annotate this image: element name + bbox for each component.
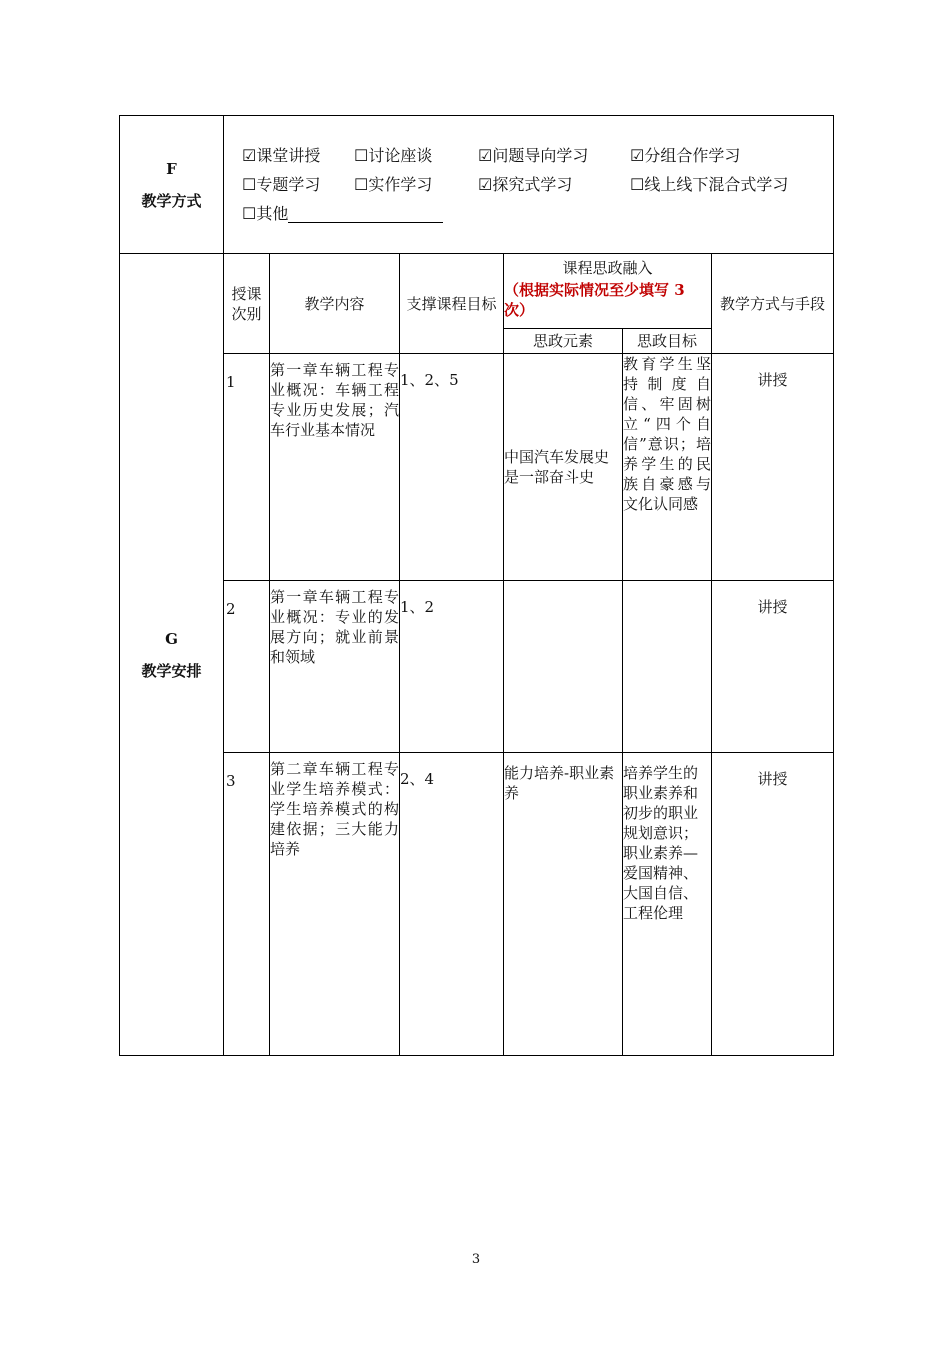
header-ideological-title: 课程思政融入 (562, 259, 653, 277)
row-method: 讲授 (712, 581, 834, 753)
header-ideo-goal: 思政目标 (623, 329, 712, 354)
section-g-letter: G (165, 629, 178, 648)
methods-row-1 (242, 141, 833, 170)
header-method: 教学方式与手段 (712, 254, 834, 354)
section-f-letter: F (166, 159, 177, 178)
row-content: 第二章车辆工程专业学生培养模式：学生培养模式的构建依据；三大能力培养 (270, 753, 400, 1056)
method-checkbox-blended[interactable]: ☐线上线下混合式学习 (630, 174, 789, 194)
method-checkbox-problem-based[interactable]: ☑问题导向学习 (478, 145, 589, 165)
row-seq: 3 (224, 753, 270, 1056)
header-ideological-note: （根据实际情况至少填写 3 次） (504, 281, 685, 319)
section-f-row (120, 116, 834, 254)
header-support: 支撑课程目标 (400, 254, 504, 354)
table-row (120, 354, 834, 581)
row-seq: 2 (224, 581, 270, 753)
other-fill-line[interactable] (288, 204, 443, 223)
section-g-name: 教学安排 (141, 661, 202, 680)
row-support: 1、2、5 (400, 354, 504, 581)
row-method: 讲授 (712, 354, 834, 581)
header-content: 教学内容 (270, 254, 400, 354)
row-method: 讲授 (712, 753, 834, 1056)
row-ideo-element: 能力培养-职业素养 (504, 753, 623, 1056)
page-number: 3 (471, 1252, 481, 1267)
row-ideo-goal: 培养学生的职业素养和初步的职业规划意识；职业素养—爱国精神、大国自信、工程伦理 (623, 753, 712, 1056)
methods-row-2 (242, 170, 833, 199)
method-checkbox-topic[interactable]: ☐专题学习 (242, 174, 321, 194)
method-checkbox-group-cooperation[interactable]: ☑分组合作学习 (630, 145, 741, 165)
header-ideo-element: 思政元素 (504, 329, 623, 354)
method-checkbox-practice[interactable]: ☐实作学习 (354, 174, 433, 194)
table-row (120, 581, 834, 753)
row-content: 第一章车辆工程专业概况：车辆工程专业历史发展；汽车行业基本情况 (270, 354, 400, 581)
header-seq: 授课次别 (224, 254, 270, 354)
row-ideo-goal: 教育学生坚持制度自信、牢固树立“四个自信”意识；培养学生的民族自豪感与文化认同感 (623, 354, 712, 581)
header-ideological (504, 254, 712, 329)
row-support: 1、2 (400, 581, 504, 753)
row-ideo-element: 中国汽车发展史是一部奋斗史 (504, 354, 623, 581)
row-ideo-goal (623, 581, 712, 753)
row-seq: 1 (224, 354, 270, 581)
section-f-label (120, 116, 224, 254)
section-g-label (120, 254, 224, 1056)
section-f-name: 教学方式 (141, 191, 202, 210)
row-ideo-element (504, 581, 623, 753)
row-support: 2、4 (400, 753, 504, 1056)
teaching-methods-cell (224, 116, 834, 254)
methods-row-3 (242, 199, 833, 228)
table-row (120, 753, 834, 1056)
method-checkbox-other[interactable]: ☐其他 (242, 203, 289, 223)
course-table (119, 115, 834, 1056)
row-content: 第一章车辆工程专业概况：专业的发展方向；就业前景和领域 (270, 581, 400, 753)
method-checkbox-lecture[interactable]: ☑课堂讲授 (242, 145, 321, 165)
schedule-header-row (120, 254, 834, 329)
method-checkbox-inquiry[interactable]: ☑探究式学习 (478, 174, 573, 194)
method-checkbox-discussion[interactable]: ☐讨论座谈 (354, 145, 433, 165)
